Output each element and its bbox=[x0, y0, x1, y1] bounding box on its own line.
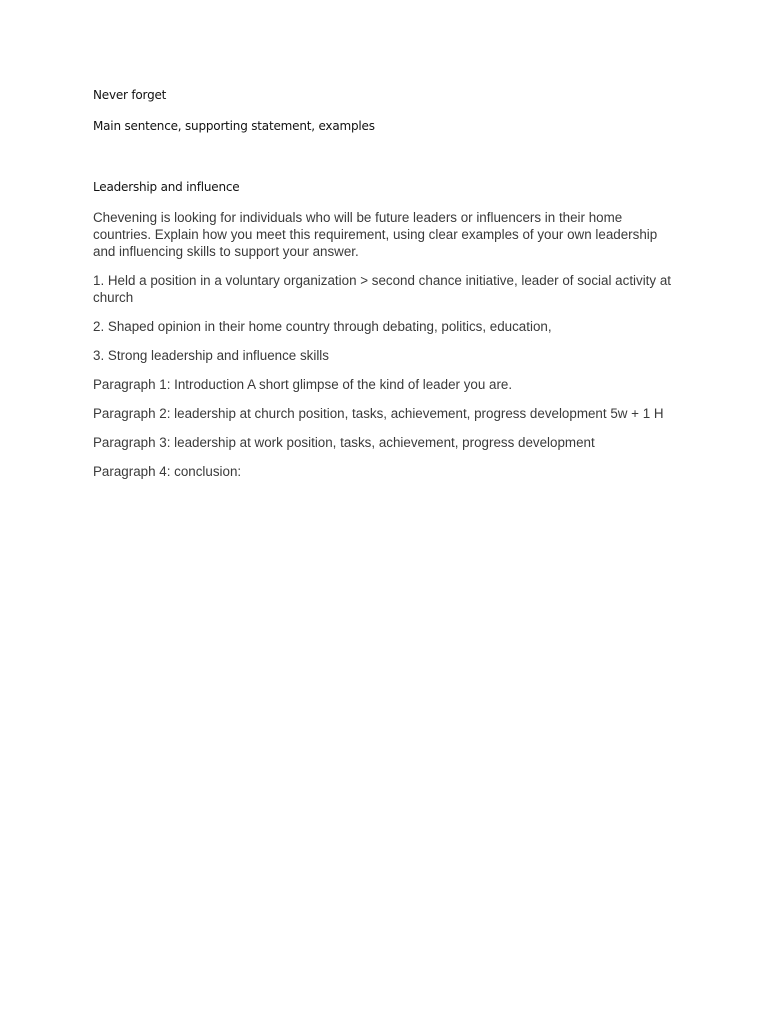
paragraph-plan-item: Paragraph 2: leadership at church position, tasks, achievement, progress development 5w + 1 H bbox=[93, 406, 664, 421]
section-title: Leadership and influence bbox=[93, 180, 240, 194]
point-item: 2. Shaped opinion in their home country through debating, politics, education, bbox=[93, 319, 552, 334]
structure-note: Main sentence, supporting statement, examples bbox=[93, 119, 375, 133]
paragraph-plan-item: Paragraph 4: conclusion: bbox=[93, 464, 242, 479]
essay-prompt: Chevening is looking for individuals who will be future leaders or influencers in their home countries. Explain how you meet this requirement, using clear examples of your own leadership and influencing skills to support your answer. bbox=[93, 210, 658, 259]
note-title: Never forget bbox=[93, 88, 167, 102]
paragraph-plan-item: Paragraph 1: Introduction A short glimpse of the kind of leader you are. bbox=[93, 377, 513, 392]
point-item: 3. Strong leadership and influence skills bbox=[93, 348, 329, 363]
paragraph-plan-item: Paragraph 3: leadership at work position, tasks, achievement, progress development bbox=[93, 435, 595, 450]
point-item: 1. Held a position in a voluntary organization > second chance initiative, leader of social activity at church bbox=[93, 273, 671, 305]
